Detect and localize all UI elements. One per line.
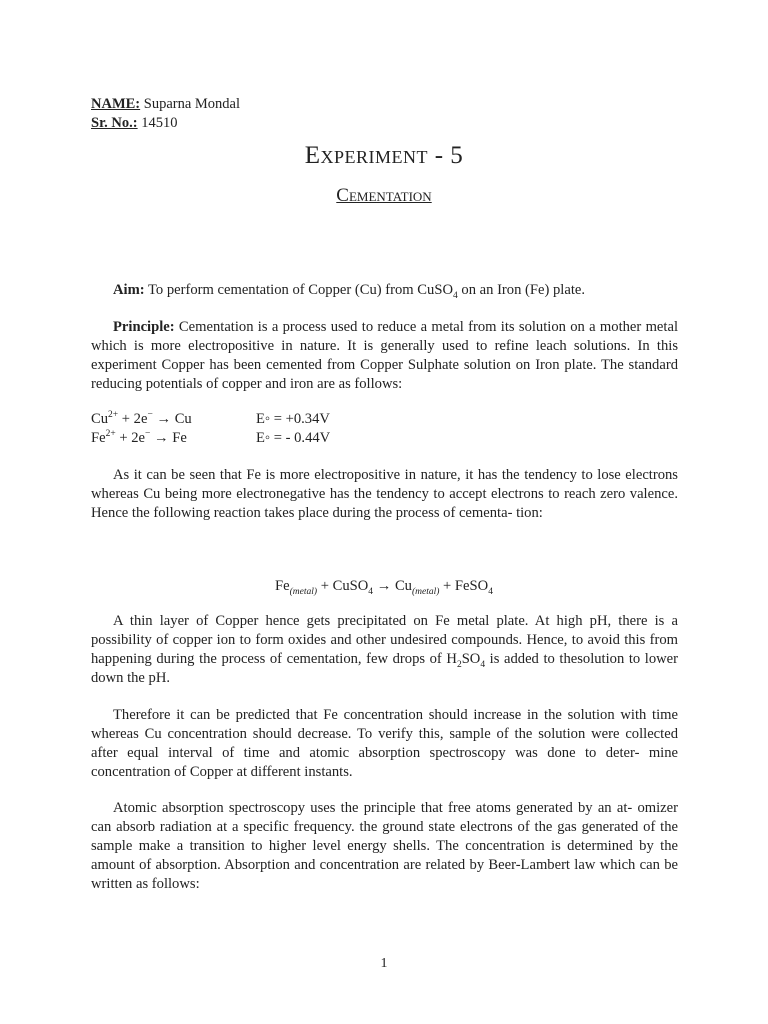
aim-text-end: on an Iron (Fe) plate. <box>457 282 585 298</box>
potential-fe: E◦ = - 0.44V <box>256 430 331 446</box>
eq-fe: Fe <box>275 578 290 594</box>
srno-line <box>91 114 177 133</box>
reaction-product: → Fe <box>150 430 187 446</box>
reaction-mid: + 2e <box>118 411 148 427</box>
page-number: 1 <box>380 956 388 971</box>
principle-label: Principle: <box>113 319 175 335</box>
page-subtitle: Cementation <box>336 185 432 206</box>
aim-label: Aim: <box>113 282 145 298</box>
reaction-electron-charge: − <box>147 410 153 421</box>
principle-paragraph <box>91 318 678 394</box>
paragraph-prediction: Therefore it can be predicted that Fe concentration should increase in the solution with time whereas Cu concentration should decrease. To verify this, sample of the solution were collected after equal interval of time and atomic absorption spectroscopy was done to deter- mine concentration of Copper at different instants. <box>91 707 678 780</box>
paragraph-electropositive: As it can be seen that Fe is more electropositive in nature, it has the tendency to lose electrons whereas Cu being more electronegative has the tendency to accept electrons to reach zero valence. Hence the following reaction takes place during the process of cementa- tion: <box>91 467 678 521</box>
eq-feso4: + FeSO <box>439 578 489 594</box>
reaction-product: → Cu <box>152 411 192 427</box>
principle-text: Cementation is a process used to reduce a metal from its solution on a mother metal which is more electropositive in nature. It is generally used to refine leach solutions. In this experiment Copper has been cemented from Copper Sulphate solution on Iron plate. The standard reducing potentials of copper and iron are as follows: <box>91 319 678 392</box>
aim-text: To perform cementation of Copper (Cu) from CuSO <box>148 282 453 298</box>
eq-sub4a: 4 <box>368 586 374 597</box>
aim-subscript: 4 <box>453 290 458 301</box>
eq-arrow-cu: → Cu <box>373 578 412 594</box>
para3-sub2: 2 <box>456 659 462 670</box>
name-line <box>91 95 240 114</box>
reaction-ion: Cu <box>91 411 109 427</box>
paragraph-precipitate <box>91 612 678 688</box>
reaction-cu <box>91 410 192 429</box>
para3-sub4: 4 <box>480 659 486 670</box>
reaction-mid: + 2e <box>115 430 146 446</box>
para3-text-end: is added to thesolution to lower down the pH. <box>91 651 679 686</box>
page-title: Experiment - 5 <box>304 142 464 169</box>
srno-label: Sr. No.: <box>91 115 138 131</box>
srno-value: 14510 <box>141 115 178 131</box>
para3-text: A thin layer of Copper hence gets precipitated on Fe metal plate. At high pH, there is a possibility of copper ion to form oxides and other undesired compounds. Hence, to avoid this from happening during the process of cementation, few drops of H <box>91 613 678 667</box>
reaction-ion: Fe <box>91 430 106 446</box>
eq-sub4b: 4 <box>488 586 493 597</box>
reaction-fe <box>91 429 187 448</box>
reaction-charge: 2+ <box>105 429 116 440</box>
eq-cuso4: + CuSO <box>317 578 369 594</box>
cementation-equation <box>0 578 768 595</box>
paragraph-aas: Atomic absorption spectroscopy uses the principle that free atoms generated by an at- omizer can absorb radiation at a specific frequency. the ground state electrons of the gas generated of the sample make a transition to higher level energy shells. The concentration is determined by the amount of absorption. Absorption and concentration are related by Beer-Lambert law which can be written as follows: <box>91 800 678 892</box>
para3-so: SO <box>461 651 481 667</box>
reaction-charge: 2+ <box>108 410 119 421</box>
aim-paragraph <box>91 281 678 300</box>
reaction-electron-charge: − <box>145 429 151 440</box>
name-value: Suparna Mondal <box>143 96 241 112</box>
name-label: NAME: <box>91 96 141 112</box>
eq-fe-sub: (metal) <box>289 586 318 597</box>
potential-cu: E◦ = +0.34V <box>256 411 330 427</box>
eq-cu-sub: (metal) <box>411 586 440 597</box>
